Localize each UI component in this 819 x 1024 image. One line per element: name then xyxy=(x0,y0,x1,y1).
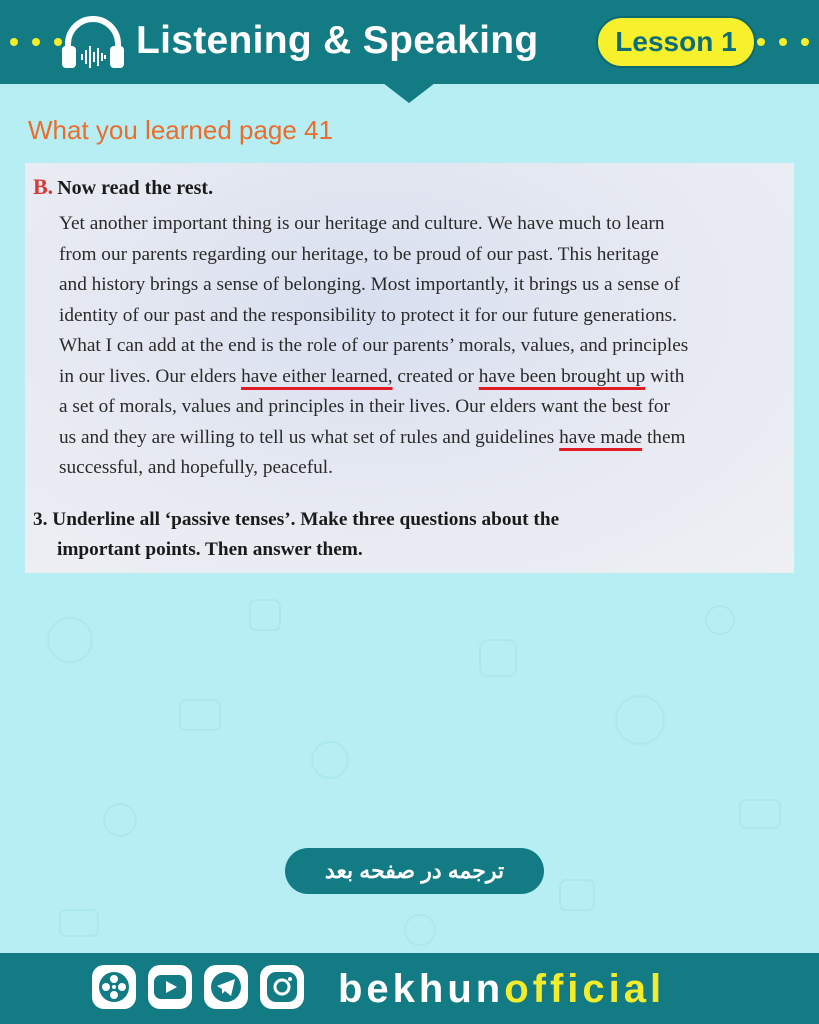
paragraph-line: in our lives. Our elders have either learned, created or have been brought up with xyxy=(59,365,685,387)
exercise-letter: B. xyxy=(33,174,54,199)
underlined-passive-phrase: have been brought up xyxy=(478,365,646,387)
footer-bar xyxy=(0,953,819,1024)
social-icons xyxy=(92,965,304,1009)
paragraph-line: and history brings a sense of belonging. Most importantly, it brings us a sense of xyxy=(59,274,681,295)
exercise-heading xyxy=(33,173,213,201)
film-reel-icon[interactable] xyxy=(92,965,136,1009)
task-line: important points. Then answer them. xyxy=(57,539,363,560)
paragraph-line: successful, and hopefully, peaceful. xyxy=(59,457,333,478)
paragraph-line: Yet another important thing is our heritage and culture. We have much to learn xyxy=(59,213,665,234)
reading-paragraph xyxy=(59,209,789,484)
underlined-passive-phrase: have either learned, xyxy=(241,365,393,387)
brand-handle: bekhunofficial xyxy=(338,967,666,1011)
underlined-passive-phrase: have made xyxy=(559,426,643,448)
paragraph-line: identity of our past and the responsibility to protect it for our future generations. xyxy=(59,304,677,326)
headphones-icon xyxy=(60,14,126,72)
decorative-dots-right xyxy=(757,38,809,46)
paragraph-line: What I can add at the end is the role of our parents’ morals, values, and principles xyxy=(59,335,689,356)
section-heading: What you learned page 41 xyxy=(28,115,333,145)
header-title: Listening & Speaking xyxy=(136,19,539,62)
task-instruction xyxy=(33,505,773,565)
header-bar xyxy=(0,0,819,84)
instagram-icon[interactable] xyxy=(260,965,304,1009)
header-notch xyxy=(383,83,435,103)
paragraph-line: us and they are willing to tell us what set of rules and guidelines have made them xyxy=(59,426,686,448)
lesson-badge: Lesson 1 xyxy=(596,16,756,68)
telegram-icon[interactable] xyxy=(204,965,248,1009)
task-line: 3. Underline all ‘passive tenses’. Make three questions about the xyxy=(33,509,560,530)
paragraph-line: from our parents regarding our heritage, to be proud of our past. This heritage xyxy=(59,243,659,265)
next-page-button[interactable]: ترجمه در صفحه بعد xyxy=(285,848,544,894)
decorative-dots-left xyxy=(10,38,62,46)
youtube-icon[interactable] xyxy=(148,965,192,1009)
textbook-excerpt xyxy=(25,163,794,573)
paragraph-line: a set of morals, values and principles in their lives. Our elders want the best for xyxy=(59,396,670,417)
exercise-title: Now read the rest. xyxy=(57,177,214,199)
